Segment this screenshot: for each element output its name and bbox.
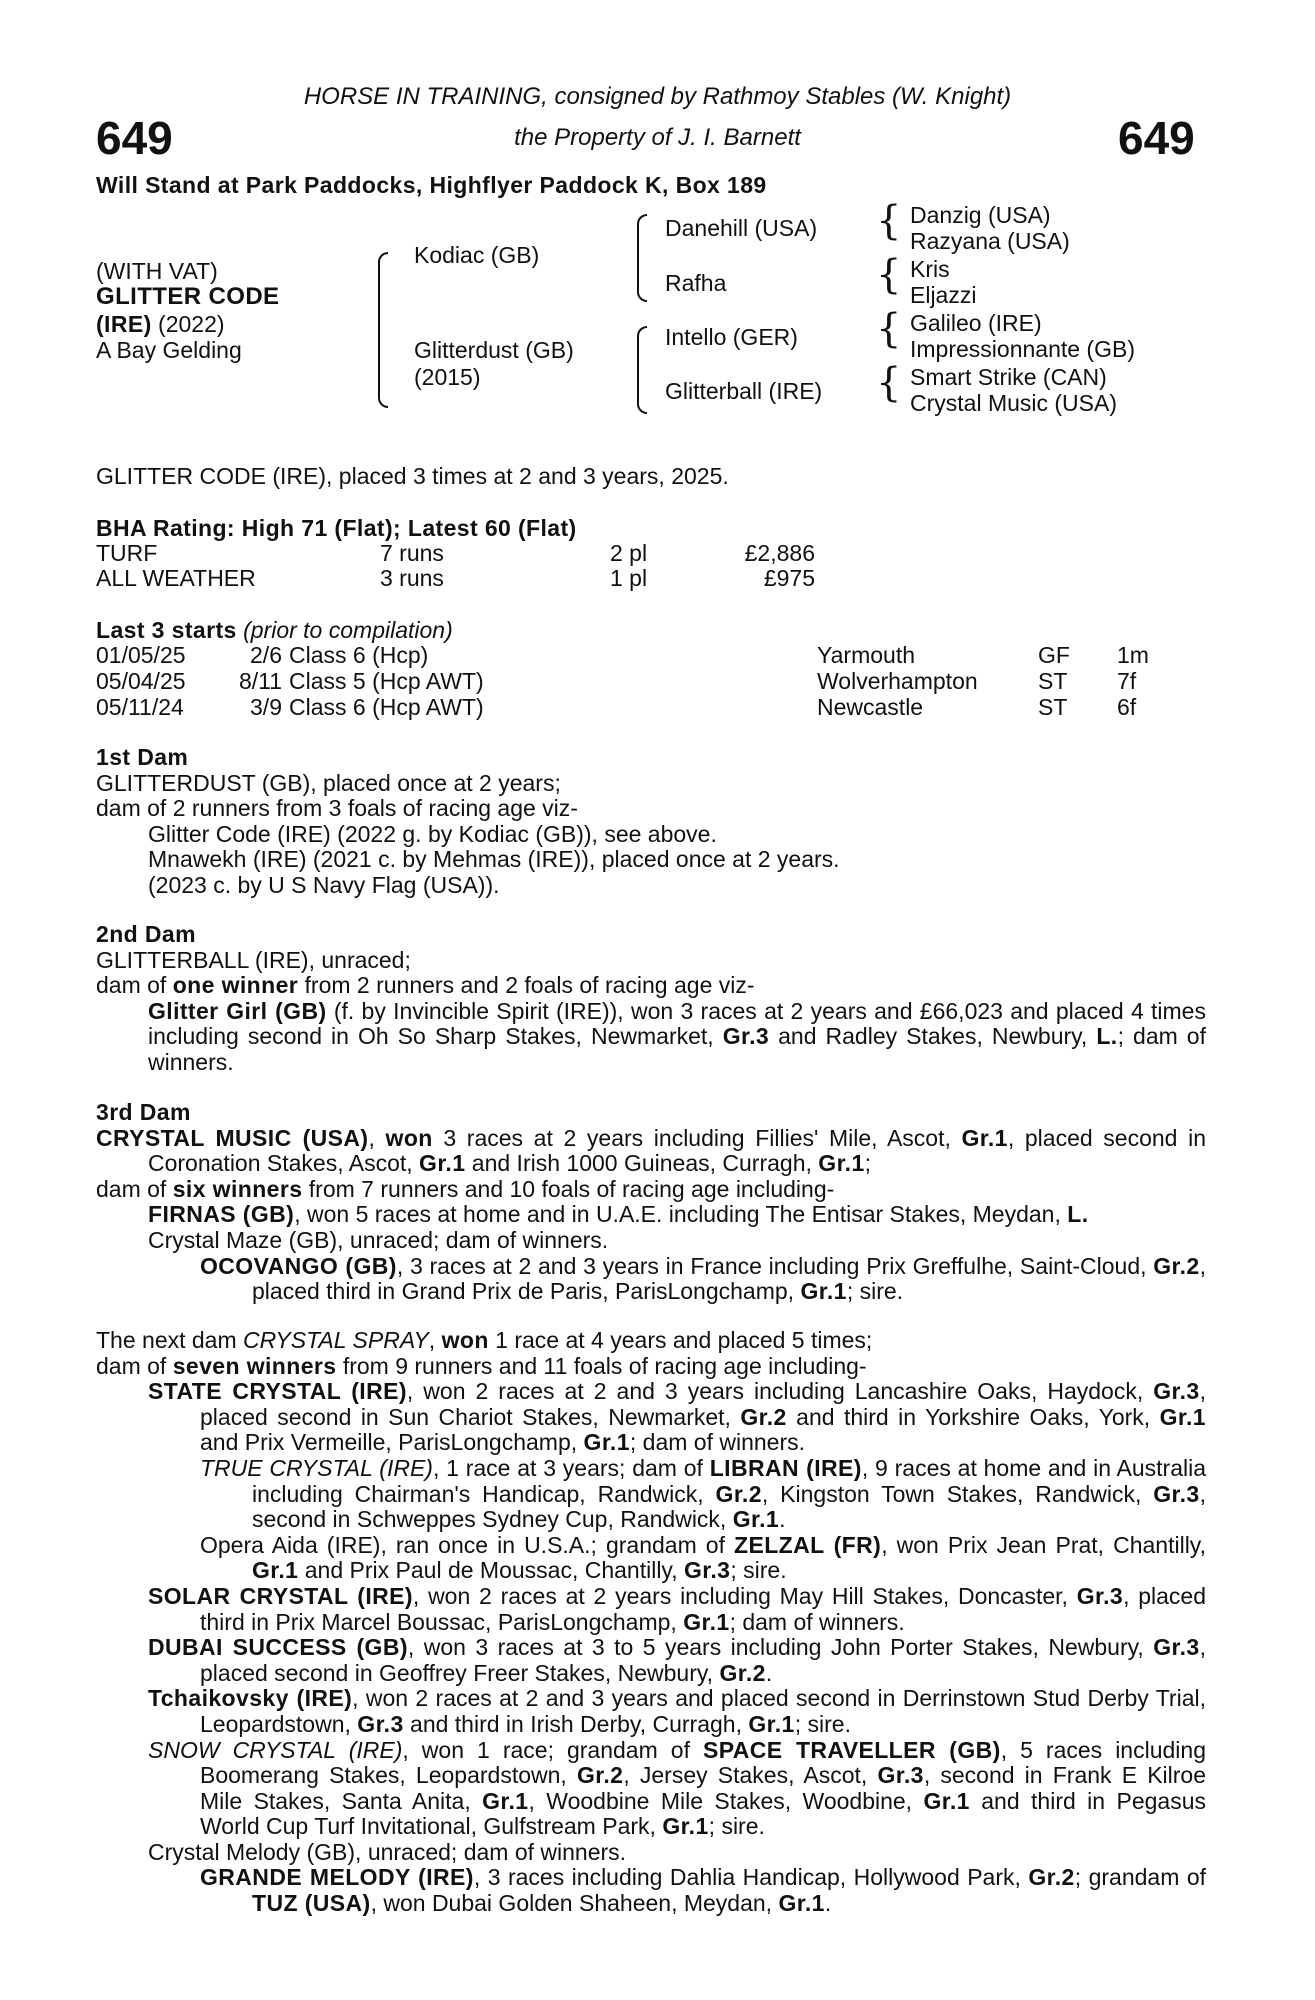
horse-name: STATE CRYSTAL (IRE) (148, 1378, 407, 1405)
text: , 3 races at 2 and 3 years in France including Prix Greffulhe, Saint-Cloud, (396, 1252, 1154, 1279)
grade: Gr.3 (1153, 1378, 1200, 1405)
pedigree-sire: Kodiac (GB) (414, 242, 540, 268)
grade: Gr.3 (722, 1023, 770, 1050)
text: ; (864, 1150, 872, 1177)
horse-name: GRANDE MELODY (IRE) (200, 1864, 474, 1891)
second-dam-section (96, 922, 1206, 1076)
third-dam-section (96, 1100, 1206, 1305)
grade: Gr.1 (732, 1506, 780, 1533)
dubai-success-entry (148, 1635, 1206, 1686)
text: . (824, 1890, 832, 1917)
winners-count: six winners (172, 1175, 303, 1202)
start-date: 05/04/25 (96, 668, 186, 694)
start-position: 8/11 (238, 668, 282, 694)
bha-rating-heading: BHA Rating: High 71 (Flat); Latest 60 (Flat) (96, 515, 577, 541)
grade: Gr.2 (719, 1659, 766, 1686)
true-crystal-entry (200, 1456, 1206, 1533)
text: , placed second in Geoffrey Freer Stakes, Newbury, (200, 1634, 1207, 1686)
pedigree-sire-dam: Rafha (665, 270, 727, 296)
rating-turf-surface: TURF (96, 540, 158, 566)
start-course: Wolverhampton (817, 668, 978, 694)
text: and third in Irish Derby, Curragh, (403, 1710, 749, 1737)
text: (f. by Invincible Spirit (IRE)), won 3 races at 2 years and £66,023 and placed 4 times including second in Oh So Sharp Stakes, Newmarket, (148, 997, 1206, 1050)
text: ; sire. (708, 1813, 765, 1840)
grade: Gr.1 (800, 1278, 847, 1305)
horse-description: A Bay Gelding (96, 337, 242, 363)
text: , won Prix Jean Prat, Chantilly, (881, 1531, 1206, 1558)
start-distance: 6f (1117, 694, 1137, 720)
first-dam-line: dam of 2 runners from 3 foals of racing age viz- (96, 795, 578, 822)
rating-aw-prize: £975 (763, 565, 815, 591)
text: and Prix Vermeille, ParisLongchamp, (200, 1429, 584, 1456)
next-dam-line (96, 1328, 1206, 1354)
horse-name: Glitter Girl (GB) (148, 997, 327, 1024)
text: , Woodbine Mile Stakes, Woodbine, (528, 1787, 924, 1814)
text: , won 3 races at 3 to 5 years including John Porter Stakes, Newbury, (407, 1634, 1154, 1661)
text: dam of (96, 1175, 173, 1202)
glitter-girl-entry (148, 999, 1206, 1076)
sire-brace (637, 214, 647, 302)
won-label: won (385, 1124, 433, 1151)
pedigree-sss: Danzig (USA) (910, 202, 1051, 228)
text: The next dam (96, 1327, 244, 1353)
grade: Gr.3 (1153, 1634, 1200, 1661)
text: from 7 runners and 10 foals of racing age including- (302, 1175, 835, 1202)
third-dam-heading: 3rd Dam (96, 1099, 191, 1125)
text: , placed third in Prix Marcel Boussac, ParisLongchamp, (200, 1582, 1206, 1635)
grade: Gr.1 (252, 1557, 299, 1584)
horse-name: FIRNAS (GB) (148, 1201, 295, 1228)
grade: Gr.1 (1159, 1403, 1206, 1430)
text: , won 2 races at 2 and 3 years and placed second in Derrinstown Stud Derby Trial, Leopardstown, (200, 1685, 1206, 1737)
text: ; sire. (730, 1557, 787, 1584)
start-date: 05/11/24 (96, 694, 184, 720)
horse-name: SPACE TRAVELLER (GB) (703, 1736, 1001, 1763)
third-dam-record (96, 1177, 1206, 1203)
text: , won 2 races at 2 and 3 years including Lancashire Oaks, Haydock, (406, 1378, 1154, 1405)
text: , won 2 races at 2 years including May Hill Stakes, Doncaster, (412, 1582, 1077, 1609)
start-going: ST (1038, 694, 1068, 720)
first-dam-heading: 1st Dam (96, 744, 189, 770)
grade: Gr.1 (961, 1124, 1008, 1151)
start-race: Class 6 (Hcp) (289, 642, 429, 668)
horse-name: OCOVANGO (GB) (200, 1252, 397, 1279)
pedigree-dam-dam: Glitterball (IRE) (665, 378, 823, 404)
brace-ds: { (876, 306, 902, 352)
start-race: Class 6 (Hcp AWT) (289, 694, 484, 720)
start-course: Newcastle (817, 694, 924, 720)
text: , Jersey Stakes, Ascot, (623, 1762, 878, 1789)
text: , second in Schweppes Sydney Cup, Randwick, (252, 1480, 1206, 1533)
second-dam-line: GLITTERBALL (IRE), unraced; (96, 946, 411, 973)
grande-melody-entry (200, 1865, 1206, 1916)
horse-name: ZELZAL (FR) (734, 1531, 882, 1558)
text: , 3 races including Dahlia Handicap, Hollywood Park, (473, 1864, 1029, 1891)
text: 3 races at 2 years including Fillies' Mile, Ascot, (432, 1124, 962, 1151)
pedigree-dsd: Impressionnante (GB) (910, 336, 1135, 362)
catalogue-title: HORSE IN TRAINING, consigned by Rathmoy Stables (W. Knight) (303, 83, 1012, 110)
rating-aw-runs: 3 runs (380, 565, 444, 591)
first-dam-line: GLITTERDUST (GB), placed once at 2 years; (96, 769, 561, 796)
opera-aida-entry (200, 1533, 1206, 1584)
stand-location: Will Stand at Park Paddocks, Highflyer Paddock K, Box 189 (96, 172, 767, 198)
pedigree-sdd: Eljazzi (910, 282, 977, 308)
text: and Irish 1000 Guineas, Curragh, (465, 1150, 819, 1177)
grade: Gr.1 (923, 1787, 970, 1814)
start-going: ST (1038, 668, 1068, 694)
pedigree-sds: Kris (910, 256, 950, 282)
property-line: the Property of J. I. Barnett (514, 124, 801, 151)
rating-aw-surface: ALL WEATHER (96, 565, 256, 591)
pedigree-dam: Glitterdust (GB) (414, 337, 574, 363)
grade: Gr.1 (482, 1787, 529, 1814)
text: from 2 runners and 2 foals of racing age viz- (298, 972, 755, 999)
won-label: won (441, 1327, 489, 1353)
start-course: Yarmouth (817, 642, 916, 668)
text: dam of (96, 972, 173, 999)
race-summary: GLITTER CODE (IRE), placed 3 times at 2 and 3 years, 2025. (96, 463, 729, 489)
pedigree-ssd: Razyana (USA) (910, 228, 1070, 254)
text: and third in Pegasus World Cup Turf Invitational, Gulfstream Park, (200, 1787, 1206, 1840)
pedigree-dam-year: (2015) (414, 364, 481, 390)
text: and third in Yorkshire Oaks, York, (786, 1403, 1160, 1430)
text: , won Dubai Golden Shaheen, Meydan, (370, 1890, 779, 1917)
text: , Kingston Town Stakes, Randwick, (761, 1480, 1154, 1507)
crystal-melody-entry: Crystal Melody (GB), unraced; dam of winners. (148, 1838, 627, 1865)
brace-sd: { (876, 252, 902, 298)
pedigree-ddd: Crystal Music (USA) (910, 390, 1118, 416)
grade: Gr.2 (740, 1403, 787, 1430)
rating-aw-placed: 1 pl (610, 565, 648, 591)
grade: Gr.2 (576, 1762, 624, 1789)
first-dam-section (96, 745, 1206, 899)
pedigree-dss: Galileo (IRE) (910, 310, 1042, 336)
brace-dd: { (876, 360, 902, 406)
text: ; sire. (846, 1278, 904, 1305)
pedigree-dam-sire: Intello (GER) (665, 324, 798, 350)
text: , (368, 1124, 386, 1151)
second-dam-heading: 2nd Dam (96, 921, 196, 947)
text: , won 1 race; grandam of (402, 1736, 703, 1763)
second-dam-record (96, 973, 1206, 999)
grade: Gr.3 (1153, 1480, 1200, 1507)
horse-name: TUZ (USA) (252, 1890, 371, 1917)
snow-crystal-entry (148, 1738, 1206, 1840)
last-starts-heading (96, 617, 453, 643)
text: ; dam of winners. (148, 1023, 1206, 1075)
start-distance: 1m (1117, 642, 1149, 668)
pedigree-dds: Smart Strike (CAN) (910, 364, 1107, 390)
start-position: 3/9 (250, 694, 282, 720)
horse-name: DUBAI SUCCESS (GB) (148, 1634, 408, 1661)
grade: Gr.3 (684, 1557, 731, 1584)
first-dam-produce: Mnawekh (IRE) (2021 c. by Mehmas (IRE)), placed once at 2 years. (148, 846, 840, 873)
last-starts-note: (prior to compilation) (236, 617, 453, 643)
first-dam-produce: (2023 c. by U S Navy Flag (USA)). (148, 871, 500, 898)
grade: Gr.3 (1076, 1582, 1124, 1609)
grade: Gr.1 (818, 1150, 865, 1177)
start-going: GF (1038, 642, 1070, 668)
horse-name-country-year (96, 311, 225, 337)
grade: Gr.1 (683, 1608, 730, 1635)
horse-name: SOLAR CRYSTAL (IRE) (148, 1582, 413, 1609)
grade: Gr.2 (1028, 1864, 1075, 1891)
first-dam-produce: Glitter Code (IRE) (2022 g. by Kodiac (GB)), see above. (148, 820, 717, 847)
grade: L. (1096, 1023, 1118, 1050)
crystal-music-entry (96, 1126, 1206, 1177)
grade: Gr.2 (715, 1480, 762, 1507)
text: , placed third in Grand Prix de Paris, ParisLongchamp, (252, 1252, 1207, 1305)
grade: Gr.1 (748, 1710, 795, 1737)
next-dam-record (96, 1354, 1206, 1380)
horse-name: TRUE CRYSTAL (IRE) (200, 1454, 433, 1481)
text: . (779, 1506, 786, 1533)
grade: Gr.1 (778, 1890, 825, 1917)
pedigree-main-brace (378, 252, 388, 408)
grade: Gr.3 (877, 1762, 924, 1789)
text: , 9 races at home and in Australia including Chairman's Handicap, Randwick, (252, 1454, 1207, 1507)
rating-turf-placed: 2 pl (610, 540, 648, 566)
grade: Gr.1 (419, 1150, 466, 1177)
crystal-maze-entry: Crystal Maze (GB), unraced; dam of winners. (148, 1226, 609, 1253)
horse-name: LIBRAN (IRE) (709, 1454, 862, 1481)
text: dam of (96, 1352, 173, 1379)
grade: Gr.3 (357, 1710, 404, 1737)
rating-turf-runs: 7 runs (380, 540, 444, 566)
lot-number-left: 649 (96, 112, 173, 164)
text: ; dam of winners. (729, 1608, 905, 1635)
start-race: Class 5 (Hcp AWT) (289, 668, 484, 694)
start-distance: 7f (1117, 668, 1137, 694)
horse-year: (2022) (151, 311, 225, 337)
grade: Gr.1 (583, 1429, 630, 1456)
text: from 9 runners and 11 foals of racing age including- (336, 1352, 867, 1379)
state-crystal-entry (148, 1379, 1206, 1456)
horse-name: SNOW CRYSTAL (IRE) (148, 1736, 403, 1763)
horse-name: CRYSTAL SPRAY (243, 1327, 429, 1353)
brace-ss: { (876, 198, 902, 244)
last-starts-title: Last 3 starts (96, 617, 237, 643)
text: , second in Frank E Kilroe Mile Stakes, Santa Anita, (200, 1762, 1206, 1814)
text: ; dam of winners. (629, 1429, 806, 1456)
rating-turf-prize: £2,886 (744, 540, 815, 566)
dam-brace (637, 326, 647, 414)
horse-name: GLITTER CODE (96, 283, 280, 310)
text: , won 5 races at home and in U.A.E. including The Entisar Stakes, Meydan, (294, 1201, 1068, 1228)
tchaikovsky-entry (148, 1686, 1206, 1737)
solar-crystal-entry (148, 1584, 1206, 1635)
firnas-entry (96, 1202, 1206, 1228)
start-date: 01/05/25 (96, 642, 186, 668)
text: . (765, 1659, 773, 1686)
grade: Gr.1 (662, 1813, 709, 1840)
text: ; sire. (794, 1710, 851, 1737)
text: and Radley Stakes, Newbury, (769, 1023, 1097, 1050)
pedigree-sire-sire: Danehill (USA) (665, 215, 818, 241)
horse-name: Tchaikovsky (IRE) (148, 1685, 353, 1712)
vat-note: (WITH VAT) (96, 258, 218, 284)
ocovango-entry (200, 1254, 1206, 1305)
next-dam-section (96, 1328, 1206, 1917)
horse-country: (IRE) (96, 311, 152, 337)
text: 1 race at 4 years and placed 5 times; (488, 1327, 873, 1353)
start-position: 2/6 (250, 642, 282, 668)
lot-number-right: 649 (1118, 112, 1195, 164)
text: and Prix Paul de Moussac, Chantilly, (298, 1557, 685, 1584)
grade: L. (1067, 1201, 1089, 1228)
horse-name: CRYSTAL MUSIC (USA) (96, 1124, 369, 1151)
text: , (428, 1327, 442, 1353)
text: , 5 races including Boomerang Stakes, Leopardstown, (200, 1736, 1206, 1789)
text: ; grandam of (1074, 1864, 1207, 1891)
text: , placed second in Sun Chariot Stakes, Newmarket, (200, 1378, 1206, 1430)
text: Opera Aida (IRE), ran once in U.S.A.; grandam of (200, 1531, 735, 1558)
text: , placed second in Coronation Stakes, Ascot, (148, 1124, 1206, 1177)
winners-count: one winner (172, 972, 299, 999)
winners-count: seven winners (172, 1352, 337, 1379)
grade: Gr.2 (1153, 1252, 1200, 1279)
text: , 1 race at 3 years; dam of (432, 1454, 710, 1481)
